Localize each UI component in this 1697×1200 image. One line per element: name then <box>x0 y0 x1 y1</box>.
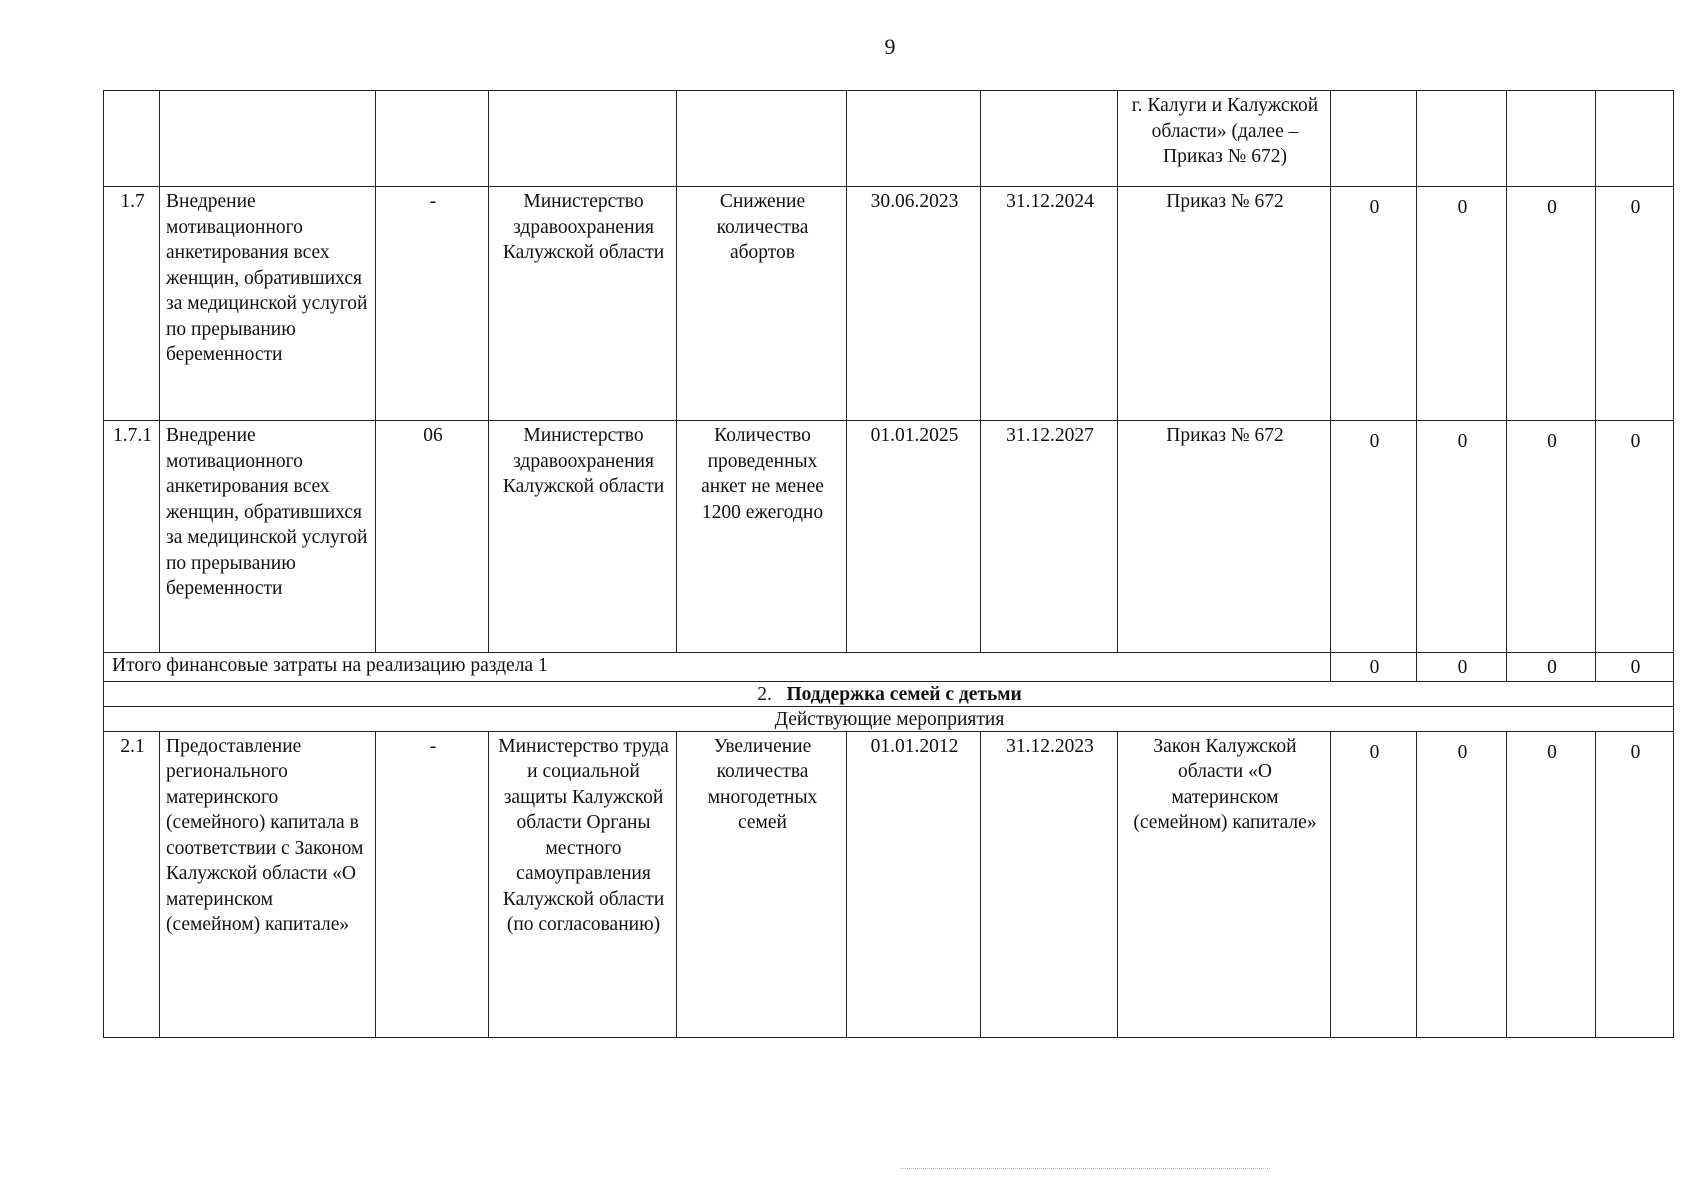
cell-value: 0 <box>1507 731 1596 1037</box>
table-row <box>104 421 1674 653</box>
total-value: 0 <box>1596 653 1674 682</box>
cell-id <box>104 91 160 187</box>
cell-basis: Закон Калужской области «О материнском (семейном) капитале» <box>1118 731 1331 1037</box>
measures-table <box>103 90 1674 1038</box>
cell-name: Предоставление регионального материнского (семейного) капитала в соответствии с Законом Калужской области «О материнском (семейном) капитале» <box>160 731 376 1037</box>
table-row <box>104 731 1674 1037</box>
cell-code: - <box>376 187 489 421</box>
total-row <box>104 653 1674 682</box>
section-title <box>104 681 1674 706</box>
cell-end: 31.12.2024 <box>981 187 1118 421</box>
cell-start: 01.01.2025 <box>847 421 981 653</box>
section-header-row <box>104 681 1674 706</box>
continuation-row <box>104 91 1674 187</box>
cell-value: 0 <box>1331 421 1417 653</box>
cell-value: 0 <box>1331 187 1417 421</box>
cell-basis: Приказ № 672 <box>1118 421 1331 653</box>
total-value: 0 <box>1331 653 1417 682</box>
cell-value <box>1596 91 1674 187</box>
cell-executor: Министерство здравоохранения Калужской области <box>489 187 677 421</box>
cell-value <box>1417 91 1507 187</box>
cell-id: 1.7 <box>104 187 160 421</box>
cell-result: Количество проведенных анкет не менее 1200 ежегодно <box>677 421 847 653</box>
cell-name: Внедрение мотивационного анкетирования всех женщин, обратившихся за медицинской услугой по прерыванию беременности <box>160 187 376 421</box>
cell-value: 0 <box>1417 731 1507 1037</box>
cell-code <box>376 91 489 187</box>
cell-value <box>1331 91 1417 187</box>
cell-value: 0 <box>1596 187 1674 421</box>
cell-value: 0 <box>1596 731 1674 1037</box>
cell-end <box>981 91 1118 187</box>
cell-start <box>847 91 981 187</box>
total-label: Итого финансовые затраты на реализацию раздела 1 <box>104 653 1331 682</box>
cell-code: 06 <box>376 421 489 653</box>
table-row <box>104 187 1674 421</box>
cell-basis: Приказ № 672 <box>1118 187 1331 421</box>
cell-result <box>677 91 847 187</box>
cell-start: 30.06.2023 <box>847 187 981 421</box>
cell-value: 0 <box>1417 421 1507 653</box>
cell-value: 0 <box>1417 187 1507 421</box>
cell-value <box>1507 91 1596 187</box>
cell-value: 0 <box>1596 421 1674 653</box>
cell-value: 0 <box>1331 731 1417 1037</box>
total-value: 0 <box>1507 653 1596 682</box>
page-number: 9 <box>884 34 896 59</box>
cell-end: 31.12.2023 <box>981 731 1118 1037</box>
subsection-header-row <box>104 706 1674 731</box>
cell-executor: Министерство здравоохранения Калужской области <box>489 421 677 653</box>
cell-executor <box>489 91 677 187</box>
cell-result: Увеличение количества многодетных семей <box>677 731 847 1037</box>
cell-result: Снижение количества абортов <box>677 187 847 421</box>
section-title-text: Поддержка семей с детьми <box>786 683 1022 705</box>
cell-code: - <box>376 731 489 1037</box>
cell-basis: г. Калуги и Калужской области» (далее – Приказ № 672) <box>1118 91 1331 187</box>
cell-start: 01.01.2012 <box>847 731 981 1037</box>
cell-id: 2.1 <box>104 731 160 1037</box>
cell-executor: Министерство труда и социальной защиты Калужской области Органы местного самоуправления Калужской области (по согласованию) <box>489 731 677 1037</box>
cell-end: 31.12.2027 <box>981 421 1118 653</box>
cell-name: Внедрение мотивационного анкетирования всех женщин, обратившихся за медицинской услугой по прерыванию беременности <box>160 421 376 653</box>
cell-id: 1.7.1 <box>104 421 160 653</box>
subsection-title: Действующие мероприятия <box>104 706 1674 731</box>
scan-artifact-line <box>900 1168 1270 1171</box>
total-value: 0 <box>1417 653 1507 682</box>
cell-value: 0 <box>1507 187 1596 421</box>
cell-name <box>160 91 376 187</box>
cell-value: 0 <box>1507 421 1596 653</box>
section-number: 2. <box>757 683 772 705</box>
